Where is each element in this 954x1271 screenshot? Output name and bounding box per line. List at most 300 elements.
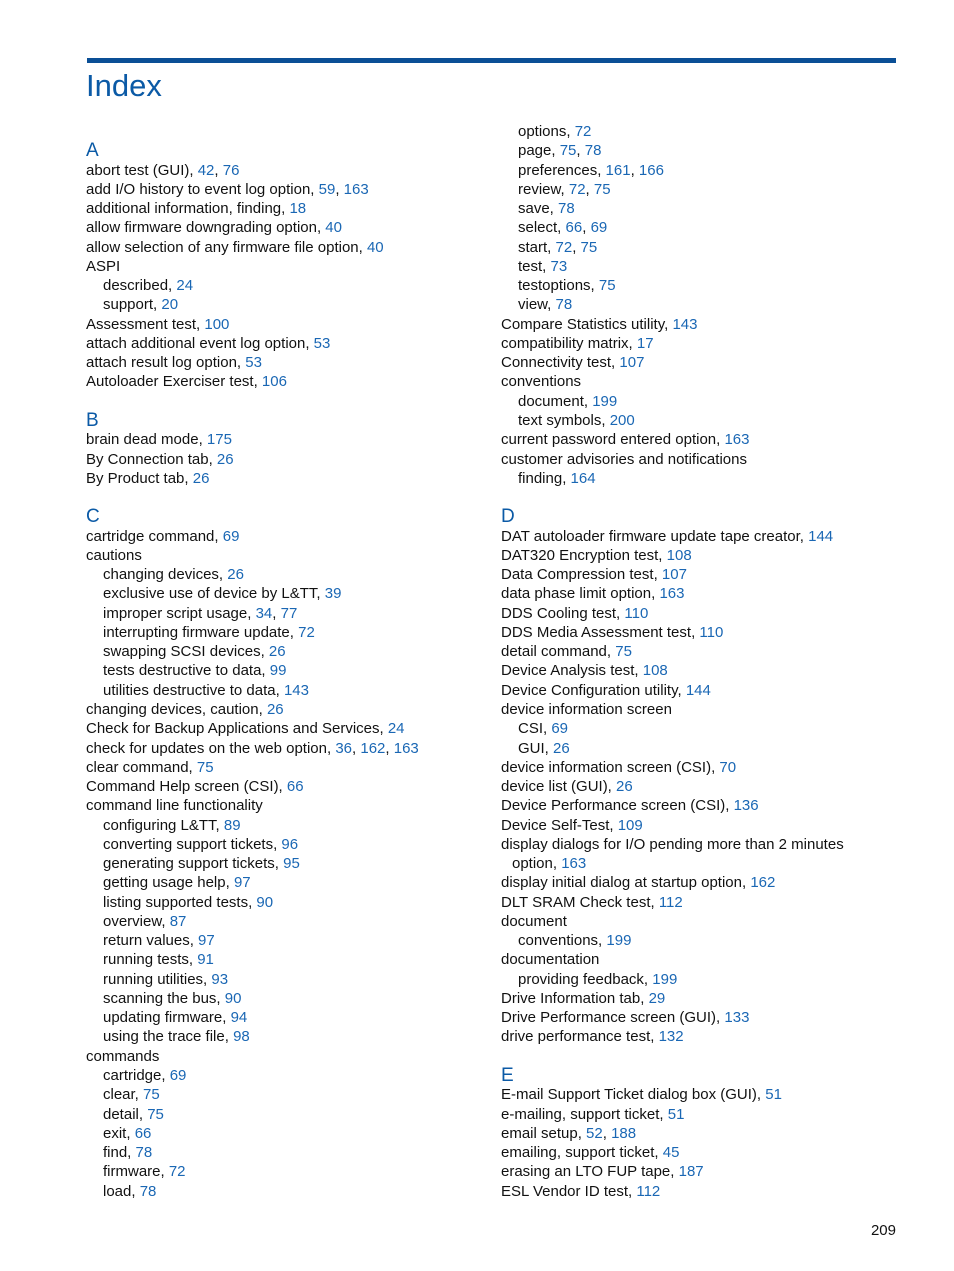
index-entry [501, 893, 896, 912]
page-link[interactable]: 144 [685, 681, 711, 699]
page-link[interactable]: 132 [658, 1028, 684, 1046]
page-link[interactable]: 53 [245, 354, 262, 372]
index-entry [501, 873, 896, 892]
index-letter-heading: C [86, 506, 100, 528]
index-entry [501, 450, 896, 469]
index-entry [501, 835, 896, 854]
index-term: Drive Performance screen (GUI), [501, 1009, 725, 1027]
page-link[interactable]: 72 [555, 238, 573, 256]
page-link[interactable]: 26 [553, 739, 570, 757]
index-subentry [501, 257, 896, 276]
index-subentry [86, 1008, 486, 1027]
index-term: brain dead mode, [86, 431, 207, 449]
page-link[interactable]: 187 [678, 1163, 704, 1181]
index-term: customer advisories and notifications [501, 450, 747, 468]
page-link[interactable]: 163 [393, 739, 419, 757]
page-link[interactable]: 40 [366, 238, 384, 256]
index-term: generating support tickets, [103, 855, 284, 873]
index-term: page, [518, 142, 560, 160]
index-entry [86, 758, 486, 777]
index-entry [501, 1027, 896, 1046]
index-term: display initial dialog at startup option, [501, 874, 751, 892]
index-term: start, [518, 238, 556, 256]
index-subentry [86, 893, 486, 912]
index-subentry [501, 854, 896, 873]
index-entry [86, 796, 486, 815]
index-subentry: select, 66, 69 [518, 219, 608, 237]
page-link[interactable]: 166 [638, 161, 664, 179]
index-entry [501, 546, 896, 565]
index-term: DDS Cooling test, [501, 604, 625, 622]
page-link[interactable]: 42 [197, 161, 215, 179]
index-term: erasing an LTO FUP tape, [501, 1163, 679, 1181]
page-link[interactable]: 26 [268, 643, 286, 661]
page-link[interactable]: 143 [672, 315, 698, 333]
page-link[interactable]: 72 [568, 180, 586, 198]
page-link[interactable]: 100 [204, 315, 230, 333]
index-term: ESL Vendor ID test, [501, 1182, 637, 1200]
page-link[interactable]: 75 [615, 643, 632, 661]
index-term: review, [518, 180, 569, 198]
page-link[interactable]: 24 [176, 277, 194, 295]
index-entry [501, 527, 896, 546]
index-subentry [501, 719, 896, 738]
index-subentry [86, 912, 486, 931]
page-link[interactable]: 107 [619, 354, 645, 372]
page-link[interactable]: 69 [169, 1067, 187, 1085]
index-term: exit, [103, 1124, 135, 1142]
page-link[interactable]: 40 [325, 219, 342, 237]
index-term: running tests, [103, 951, 198, 969]
index-entry [86, 1047, 486, 1066]
index-term: save, [518, 200, 559, 218]
page-link[interactable]: 78 [139, 1182, 157, 1200]
index-subentry [86, 931, 486, 950]
index-subentry: page, 75, 78 [518, 142, 602, 160]
index-subentry [86, 1066, 486, 1085]
index-subentry [501, 276, 896, 295]
index-term: CSI, [518, 720, 552, 738]
page-link[interactable]: 26 [192, 469, 210, 487]
index-entry [86, 719, 486, 738]
index-subentry [86, 642, 486, 661]
top-rule [87, 58, 896, 63]
index-term: emailing, support ticket, [501, 1144, 663, 1162]
index-term: current password entered option, [501, 431, 725, 449]
page-link[interactable]: 69 [551, 720, 569, 738]
index-subentry: review, 72, 75 [518, 180, 611, 198]
index-subentry [86, 681, 486, 700]
index-term: finding, [518, 469, 571, 487]
index-subentry [501, 199, 896, 218]
index-term: providing feedback, [518, 970, 653, 988]
page-link[interactable]: 26 [216, 450, 234, 468]
page-link[interactable]: 66 [286, 778, 304, 796]
index-subentry [86, 584, 486, 603]
index-term: document [501, 912, 567, 930]
page-link[interactable]: 73 [550, 257, 568, 275]
index-subentry [86, 1182, 486, 1201]
index-term: Connectivity test, [501, 354, 620, 372]
page-link[interactable]: 107 [661, 566, 687, 584]
index-term: test, [518, 257, 551, 275]
index-entry [501, 1182, 896, 1201]
index-letter-heading: E [501, 1065, 514, 1087]
index-term: select, [518, 219, 566, 237]
index-subentry [501, 970, 896, 989]
index-entry: email setup, 52, 188 [501, 1124, 637, 1142]
index-entry [86, 469, 486, 488]
page-link[interactable]: 144 [808, 527, 834, 545]
index-subentry: improper script usage, 34, 77 [103, 604, 298, 622]
index-entry [501, 584, 896, 603]
index-subentry [86, 989, 486, 1008]
page-title: Index [86, 68, 162, 103]
index-term: Device Self-Test, [501, 816, 618, 834]
index-subentry [501, 931, 896, 950]
index-term: described, [103, 277, 177, 295]
index-entry [501, 334, 896, 353]
page-link[interactable]: 97 [198, 932, 215, 950]
index-subentry [86, 970, 486, 989]
index-term: text symbols, [518, 411, 610, 429]
index-entry [86, 257, 486, 276]
index-subentry [86, 950, 486, 969]
index-subentry [86, 623, 486, 642]
index-entry [86, 199, 486, 218]
index-entry [86, 430, 486, 449]
index-term: find, [103, 1144, 136, 1162]
index-term: scanning the bus, [103, 989, 225, 1007]
page-link[interactable]: 162 [360, 739, 386, 757]
index-term: conventions, [518, 932, 607, 950]
page-link[interactable]: 69 [590, 219, 608, 237]
index-term: cautions [86, 546, 142, 564]
page-link[interactable]: 199 [592, 392, 618, 410]
page-link[interactable]: 26 [227, 566, 244, 584]
index-term: additional information, finding, [86, 200, 290, 218]
page-link[interactable]: 51 [667, 1105, 685, 1123]
page-link[interactable]: 200 [609, 411, 635, 429]
index-term: conventions [501, 373, 582, 391]
page-link[interactable]: 97 [233, 874, 251, 892]
index-subentry [501, 739, 896, 758]
index-term: ASPI [86, 257, 121, 275]
page-link[interactable]: 66 [565, 219, 583, 237]
index-term: cartridge command, [86, 527, 223, 545]
index-subentry [86, 1143, 486, 1162]
index-term: abort test (GUI), [86, 161, 198, 179]
index-term: converting support tickets, [103, 835, 282, 853]
index-entry [501, 353, 896, 372]
index-subentry: preferences, 161, 166 [518, 161, 664, 179]
page-link[interactable]: 66 [134, 1124, 152, 1142]
index-term: compatibility matrix, [501, 334, 637, 352]
page-link[interactable]: 78 [558, 200, 575, 218]
page-link[interactable]: 76 [222, 161, 240, 179]
index-entry [501, 1162, 896, 1181]
index-term: updating firmware, [103, 1009, 231, 1027]
index-subentry [86, 661, 486, 680]
index-entry [501, 989, 896, 1008]
index-entry [501, 661, 896, 680]
index-entry [86, 315, 486, 334]
index-term: DAT autoloader firmware update tape creator, [501, 527, 809, 545]
page-link[interactable]: 59 [318, 180, 336, 198]
page-link[interactable]: 24 [387, 720, 405, 738]
page-link[interactable]: 53 [313, 334, 331, 352]
page-link[interactable]: 52 [586, 1124, 603, 1142]
page-link[interactable]: 199 [652, 970, 678, 988]
page-link[interactable]: 75 [196, 758, 214, 776]
section-gap [86, 122, 486, 141]
index-letter-heading: A [86, 140, 99, 162]
index-entry [86, 372, 486, 391]
index-subentry [501, 392, 896, 411]
page-link[interactable]: 51 [765, 1086, 782, 1104]
index-subentry [86, 816, 486, 835]
index-subentry [501, 469, 896, 488]
section-gap [86, 488, 486, 507]
page-link[interactable]: 136 [733, 797, 759, 815]
index-term: DDS Media Assessment test, [501, 623, 700, 641]
index-subentry [86, 854, 486, 873]
page-link[interactable]: 75 [559, 142, 577, 160]
index-entry [501, 1085, 896, 1104]
index-term: testoptions, [518, 277, 599, 295]
page-link[interactable]: 143 [283, 681, 309, 699]
page-link[interactable]: 34 [255, 604, 273, 622]
index-entry [501, 912, 896, 931]
page-link[interactable]: 69 [222, 527, 240, 545]
section-gap [501, 488, 896, 507]
index-term: Device Configuration utility, [501, 681, 686, 699]
index-term: E-mail Support Ticket dialog box (GUI), [501, 1086, 766, 1104]
index-term: GUI, [518, 739, 554, 757]
index-entry [86, 353, 486, 372]
index-term: load, [103, 1182, 140, 1200]
index-entry [501, 315, 896, 334]
index-term: display dialogs for I/O pending more than 2 minutes [501, 835, 844, 853]
index-entry [501, 950, 896, 969]
page-link[interactable]: 98 [233, 1028, 250, 1046]
index-term: using the trace file, [103, 1028, 234, 1046]
index-subentry [86, 276, 486, 295]
index-term: attach result log option, [86, 354, 246, 372]
index-column-right [501, 122, 896, 1201]
index-term: changing devices, [103, 566, 228, 584]
index-entry [501, 1008, 896, 1027]
page-link[interactable]: 70 [719, 758, 737, 776]
page-link[interactable]: 45 [662, 1144, 680, 1162]
index-letter-heading: D [501, 506, 515, 528]
page-link[interactable]: 75 [593, 180, 611, 198]
page-link[interactable]: 72 [168, 1163, 186, 1181]
index-subentry [86, 1162, 486, 1181]
index-term: data phase limit option, [501, 585, 660, 603]
index-term: options, [518, 123, 575, 140]
page-link[interactable]: 96 [281, 835, 299, 853]
page-link[interactable]: 188 [611, 1124, 637, 1142]
index-term: device information screen (CSI), [501, 758, 720, 776]
page-link[interactable]: 29 [648, 989, 666, 1007]
index-term: e-mailing, support ticket, [501, 1105, 668, 1123]
page-link[interactable]: 164 [570, 469, 596, 487]
index-term: drive performance test, [501, 1028, 659, 1046]
index-term: check for updates on the web option, [86, 739, 336, 757]
index-entry [501, 372, 896, 391]
page-link[interactable]: 72 [574, 123, 592, 140]
index-term: getting usage help, [103, 874, 234, 892]
page-link[interactable]: 90 [256, 893, 274, 911]
page-link[interactable]: 93 [211, 970, 229, 988]
index-term: Compare Statistics utility, [501, 315, 673, 333]
index-entry: abort test (GUI), 42, 76 [86, 161, 240, 179]
index-term: preferences, [518, 161, 606, 179]
index-subentry [86, 295, 486, 314]
page-link[interactable]: 109 [617, 816, 643, 834]
page-link[interactable]: 112 [636, 1182, 661, 1200]
page-link[interactable]: 17 [636, 334, 654, 352]
index-term: Check for Backup Applications and Services, [86, 720, 388, 738]
page-link[interactable]: 110 [624, 604, 649, 622]
index-subentry [86, 1105, 486, 1124]
index-term: interrupting firmware update, [103, 623, 299, 641]
page-link[interactable]: 26 [266, 700, 284, 718]
index-term: support, [103, 296, 162, 314]
index-term: option, [512, 855, 562, 873]
page-link[interactable]: 77 [280, 604, 298, 622]
index-subentry [501, 295, 896, 314]
index-subentry [86, 565, 486, 584]
section-gap [86, 392, 486, 411]
index-entry [86, 777, 486, 796]
index-subentry [86, 873, 486, 892]
index-term: Drive Information tab, [501, 989, 649, 1007]
index-entry [501, 777, 896, 796]
page-link[interactable]: 78 [555, 296, 573, 314]
index-entry [501, 430, 896, 449]
page-link[interactable]: 20 [161, 296, 179, 314]
index-term: detail command, [501, 643, 616, 661]
page-link[interactable]: 99 [269, 662, 287, 680]
page-link[interactable]: 163 [561, 855, 587, 873]
index-term: By Product tab, [86, 469, 193, 487]
page-link[interactable]: 90 [224, 989, 242, 1007]
index-term: documentation [501, 951, 600, 969]
page-link[interactable]: 108 [666, 546, 692, 564]
index-term: DAT320 Encryption test, [501, 546, 667, 564]
index-entry [501, 604, 896, 623]
index-entry [86, 238, 486, 257]
page-link[interactable]: 36 [335, 739, 353, 757]
page-link[interactable]: 199 [606, 932, 632, 950]
page-link[interactable]: 75 [143, 1086, 160, 1104]
index-term: Data Compression test, [501, 566, 662, 584]
index-term: cartridge, [103, 1067, 170, 1085]
index-term: Device Performance screen (CSI), [501, 797, 734, 815]
index-term: changing devices, caution, [86, 700, 267, 718]
section-gap [501, 1047, 896, 1066]
index-entry [501, 623, 896, 642]
page-link[interactable]: 91 [197, 951, 214, 969]
index-term: Autoloader Exerciser test, [86, 373, 262, 391]
index-subentry [501, 411, 896, 430]
page-link[interactable]: 108 [642, 662, 668, 680]
index-subentry: start, 72, 75 [518, 238, 598, 256]
page-link[interactable]: 75 [598, 277, 616, 295]
page-link[interactable]: 161 [605, 161, 631, 179]
index-term: view, [518, 296, 556, 314]
index-entry [501, 565, 896, 584]
page-link[interactable]: 112 [658, 893, 683, 911]
index-entry [501, 700, 896, 719]
page-link[interactable]: 163 [343, 180, 369, 198]
index-entry [501, 1143, 896, 1162]
page-link[interactable]: 110 [699, 623, 724, 641]
index-entry [86, 334, 486, 353]
index-term: clear, [103, 1086, 144, 1104]
index-term: detail, [103, 1105, 148, 1123]
index-term: return values, [103, 932, 199, 950]
index-term: Device Analysis test, [501, 662, 643, 680]
index-term: command line functionality [86, 797, 263, 815]
page-link[interactable]: 89 [223, 816, 241, 834]
index-term: running utilities, [103, 970, 212, 988]
index-entry [501, 642, 896, 661]
index-term: listing supported tests, [103, 893, 257, 911]
index-term: tests destructive to data, [103, 662, 270, 680]
index-term: clear command, [86, 758, 197, 776]
index-entry [86, 527, 486, 546]
page-link[interactable]: 106 [261, 373, 287, 391]
page-link[interactable]: 75 [147, 1105, 164, 1123]
index-subentry [501, 122, 896, 141]
page-link[interactable]: 26 [616, 778, 633, 796]
page-link[interactable]: 78 [135, 1144, 153, 1162]
page-link[interactable]: 163 [724, 431, 750, 449]
index-entry [501, 758, 896, 777]
page-link[interactable]: 75 [580, 238, 598, 256]
page-link[interactable]: 78 [584, 142, 602, 160]
index-term: firmware, [103, 1163, 169, 1181]
index-term: add I/O history to event log option, [86, 180, 319, 198]
index-term: By Connection tab, [86, 450, 217, 468]
index-term: device list (GUI), [501, 778, 617, 796]
index-term: email setup, [501, 1124, 587, 1142]
index-term: Assessment test, [86, 315, 205, 333]
index-column-left [86, 122, 486, 1201]
index-term: allow firmware downgrading option, [86, 219, 326, 237]
page-link[interactable]: 94 [230, 1009, 248, 1027]
index-term: document, [518, 392, 593, 410]
index-subentry [86, 835, 486, 854]
index-entry [86, 218, 486, 237]
page-link[interactable]: 18 [289, 200, 307, 218]
index-entry: add I/O history to event log option, 59, 163 [86, 180, 369, 198]
page-link[interactable]: 39 [324, 585, 342, 603]
page-link[interactable]: 162 [750, 874, 776, 892]
page-link[interactable]: 175 [206, 431, 232, 449]
page-link[interactable]: 133 [724, 1009, 750, 1027]
page-link[interactable]: 163 [659, 585, 685, 603]
page-link[interactable]: 95 [283, 855, 300, 873]
index-term: device information screen [501, 700, 672, 718]
index-entry [501, 816, 896, 835]
index-letter-heading: B [86, 409, 99, 431]
page-link[interactable]: 87 [169, 912, 187, 930]
page-link[interactable]: 72 [298, 623, 315, 641]
